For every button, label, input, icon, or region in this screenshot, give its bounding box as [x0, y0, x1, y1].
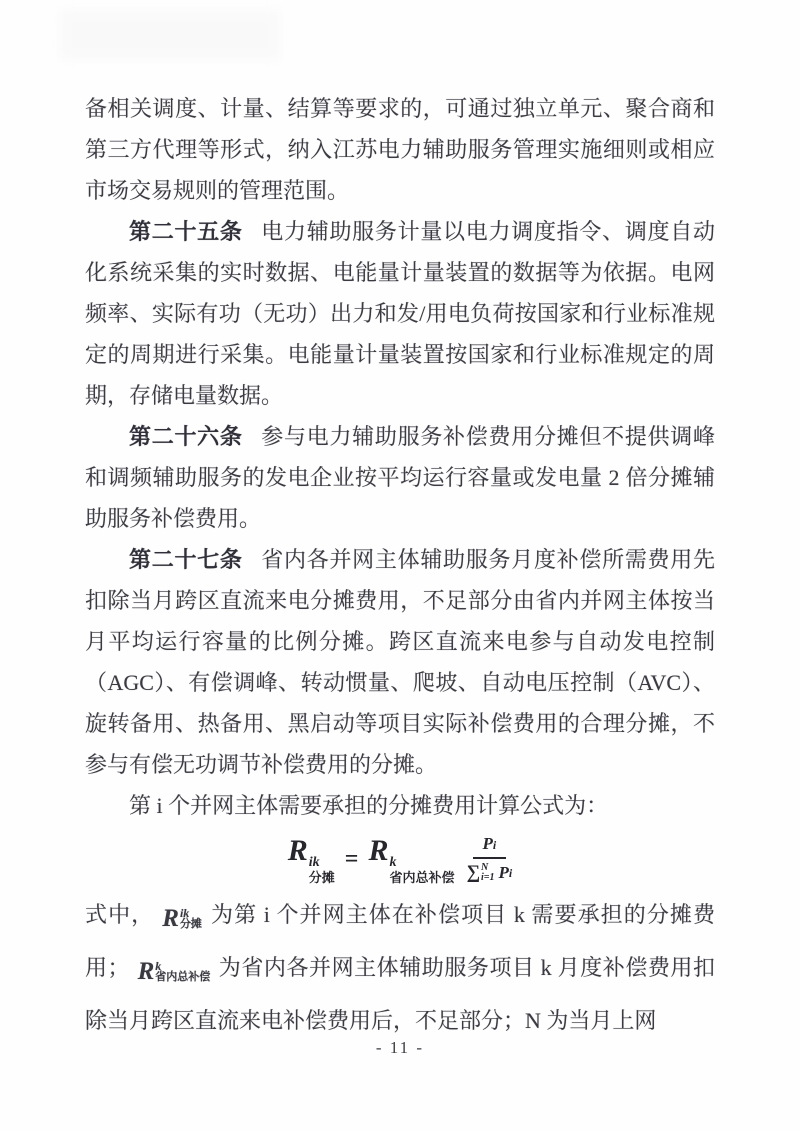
article-27-heading: 第二十七条: [129, 547, 243, 572]
denominator-subscript: i: [508, 865, 513, 880]
inline-r-total-base: R: [137, 958, 155, 985]
inline-r-total-subscript: 省内总补偿: [155, 971, 211, 983]
formula-rhs-subscript: 省内总补偿: [389, 869, 455, 885]
inline-r-share-base: R: [162, 905, 179, 932]
inline-formula-r-share: [162, 894, 202, 943]
formula-intro: [85, 785, 715, 826]
numerator-variable: P: [482, 834, 493, 853]
explanation-text-1: 为第 i 个并网主体在补偿项目 k 需要承担的分摊费: [209, 902, 715, 927]
sigma-lower-bound: i=1: [481, 872, 495, 883]
formula-intro-text: 第 i 个并网主体需要承担的分摊费用计算公式为：: [129, 793, 609, 818]
formula-rhs-base: R: [368, 834, 389, 868]
formula-equals-sign: =: [344, 845, 359, 872]
formula-fraction: [466, 834, 512, 884]
inline-formula-r-total: [138, 947, 211, 996]
formula-explanation: [85, 890, 715, 1045]
sigma-upper-bound: N: [481, 861, 489, 873]
fraction-denominator: [466, 859, 512, 884]
allocation-formula: [85, 834, 715, 884]
inline-r-share-superscript: ik: [179, 905, 190, 920]
formula-lhs-base: R: [287, 834, 308, 868]
explanation-lead: 式中，: [85, 902, 155, 927]
formula-rhs-superscript: k: [389, 855, 397, 871]
denominator-variable: P: [498, 863, 509, 882]
article-25-body: 电力辅助服务计量以电力调度指令、调度自动化系统采集的实时数据、电能量计量装置的数据等为依据。电网频率、实际有功（无功）出力和发/用电负荷按国家和行业标准规定的周期进行采集。电能量计量装置按国家和行业标准规定的周期，存储电量数据。: [85, 219, 715, 408]
numerator-subscript: i: [492, 838, 497, 852]
formula-lhs-superscript: ik: [308, 855, 320, 871]
paragraph-continuation-text: 备相关调度、计量、结算等要求的，可通过独立单元、聚合商和第三方代理等形式，纳入江苏电力辅助服务管理实施细则或相应市场交易规则的管理范围。: [85, 96, 715, 203]
formula-rhs: [368, 834, 454, 884]
inline-r-share-subscript: 分摊: [179, 918, 202, 930]
page-content: [85, 88, 715, 1045]
sigma-symbol: ∑: [466, 862, 481, 883]
article-25: [85, 211, 715, 416]
scan-bleedthrough-artifact: [60, 10, 280, 60]
article-27: [85, 539, 715, 785]
fraction-numerator: [473, 834, 507, 859]
page-number: - 11 -: [375, 1038, 425, 1057]
explanation-text-1b: 用；: [85, 955, 130, 980]
article-26-body: 参与电力辅助服务补偿费用分摊但不提供调峰和调频辅助服务的发电企业按平均运行容量或发电量 2 倍分摊辅助服务补偿费用。: [85, 424, 715, 531]
paragraph-continuation: [85, 88, 715, 211]
formula-lhs: [288, 834, 335, 884]
inline-r-total-superscript: k: [155, 958, 162, 973]
formula-lhs-subscript: 分摊: [308, 869, 335, 885]
article-27-body: 省内各并网主体辅助服务月度补偿所需费用先扣除当月跨区直流来电分摊费用，不足部分由省内并网主体按当月平均运行容量的比例分摊。跨区直流来电参与自动发电控制（AGC）、有偿调峰、转动惯量、爬坡、自动电压控制（AVC）、旋转备用、热备用、黑启动等项目实际补偿费用的合理分摊，不参与有偿无功调节补偿费用的分摊。: [85, 547, 715, 777]
article-26-heading: 第二十六条: [129, 424, 243, 449]
explanation-text-2: 为省内各并网主体辅助服务项目 k 月度补偿费用扣除当月跨区直流来电补偿费用后，不足部分；N 为当月上网: [85, 955, 715, 1033]
article-26: [85, 416, 715, 539]
article-25-heading: 第二十五条: [129, 219, 243, 244]
